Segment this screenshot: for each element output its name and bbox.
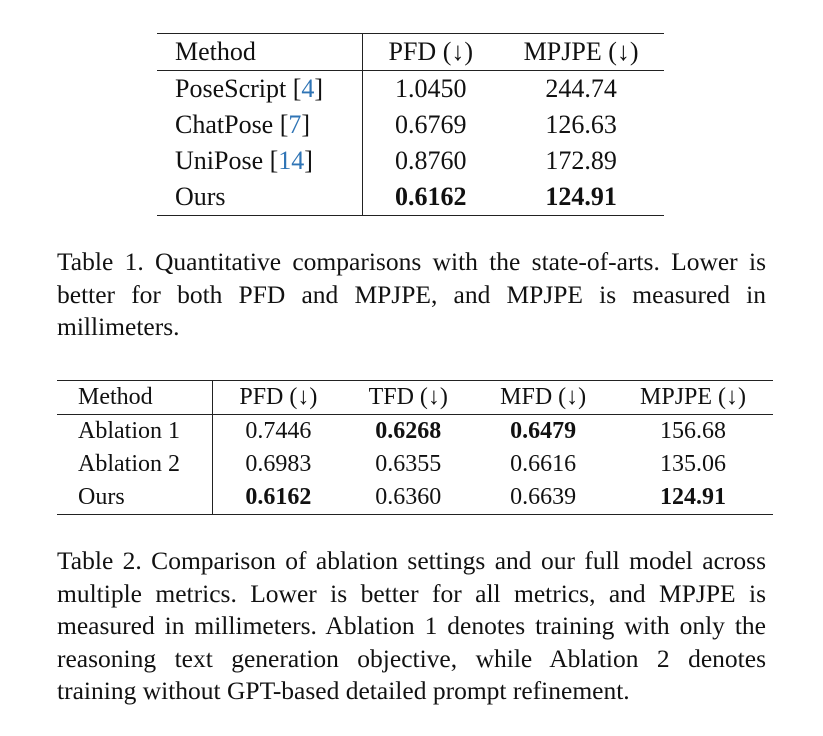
pfd-cell: 1.0450 bbox=[395, 74, 467, 103]
best-value: 0.6479 bbox=[510, 418, 577, 444]
pfd-cell: 0.6769 bbox=[395, 110, 467, 139]
column-header-pfd: PFD (↓) bbox=[239, 384, 318, 410]
table-header-row bbox=[157, 34, 664, 71]
method-cell: Ablation 1 bbox=[57, 415, 213, 449]
table-2-caption: Table 2. Comparison of ablation settings and our full model across multiple metrics. Lower is better for all metrics, and MPJPE is measured in millimeters. Ablation 1 denotes training with only the reasoning text generation objective, while Ablation 2 denotes training without GPT-based detailed prompt refinement. bbox=[57, 546, 766, 705]
column-header-pfd: PFD (↓) bbox=[388, 37, 474, 66]
mpjpe-cell: 156.68 bbox=[660, 418, 727, 444]
column-header-mpjpe: MPJPE (↓) bbox=[523, 37, 639, 66]
mpjpe-cell: 244.74 bbox=[545, 74, 617, 103]
best-value: 0.6268 bbox=[375, 418, 442, 444]
mfd-cell: 0.6639 bbox=[510, 484, 577, 510]
best-value: 124.91 bbox=[545, 182, 617, 211]
pfd-cell: 0.7446 bbox=[245, 418, 312, 444]
table-row bbox=[157, 107, 664, 143]
mpjpe-cell-best bbox=[613, 481, 773, 515]
mpjpe-cell: 172.89 bbox=[545, 146, 617, 175]
table-row bbox=[157, 71, 664, 108]
tfd-cell: 0.6355 bbox=[375, 451, 442, 477]
mpjpe-cell: 135.06 bbox=[660, 451, 727, 477]
method-name: UniPose bbox=[175, 146, 264, 175]
method-cell: ChatPose [7] bbox=[157, 107, 363, 143]
pfd-cell: 0.6983 bbox=[245, 451, 312, 477]
pfd-cell: 0.8760 bbox=[395, 146, 467, 175]
tfd-cell: 0.6360 bbox=[375, 484, 442, 510]
method-name: ChatPose bbox=[175, 110, 274, 139]
table-row bbox=[157, 179, 664, 216]
mpjpe-cell-best bbox=[498, 179, 664, 216]
table-row bbox=[57, 481, 773, 515]
tfd-cell-best bbox=[343, 415, 473, 449]
column-header-mfd: MFD (↓) bbox=[500, 384, 587, 410]
best-value: 0.6162 bbox=[245, 484, 312, 510]
table-1-caption: Table 1. Quantitative comparisons with the state-of-arts. Lower is better for both PFD and MPJPE, and MPJPE is measured in millimeters. bbox=[57, 247, 766, 341]
comparison-table bbox=[157, 33, 664, 216]
mfd-cell-best bbox=[473, 415, 613, 449]
column-header-tfd: TFD (↓) bbox=[368, 384, 448, 410]
method-name: PoseScript bbox=[175, 74, 287, 103]
citation-link[interactable]: 4 bbox=[301, 74, 315, 103]
column-header-method: Method bbox=[57, 381, 213, 415]
table-row bbox=[57, 448, 773, 481]
table-row bbox=[57, 415, 773, 449]
method-cell: PoseScript [4] bbox=[157, 71, 363, 108]
method-cell: Ours bbox=[157, 179, 363, 216]
method-cell: UniPose [14] bbox=[157, 143, 363, 179]
pfd-cell-best bbox=[213, 481, 343, 515]
ablation-table bbox=[57, 380, 773, 515]
best-value: 0.6162 bbox=[395, 182, 467, 211]
table-header-row bbox=[57, 381, 773, 415]
column-header-method: Method bbox=[157, 34, 363, 71]
citation-link[interactable]: 7 bbox=[288, 110, 302, 139]
table-row bbox=[157, 143, 664, 179]
mpjpe-cell: 126.63 bbox=[545, 110, 617, 139]
column-header-mpjpe: MPJPE (↓) bbox=[640, 384, 747, 410]
method-cell: Ours bbox=[57, 481, 213, 515]
best-value: 124.91 bbox=[660, 484, 727, 510]
mfd-cell: 0.6616 bbox=[510, 451, 577, 477]
pfd-cell-best bbox=[363, 179, 498, 216]
method-cell: Ablation 2 bbox=[57, 448, 213, 481]
citation-link[interactable]: 14 bbox=[278, 146, 305, 175]
